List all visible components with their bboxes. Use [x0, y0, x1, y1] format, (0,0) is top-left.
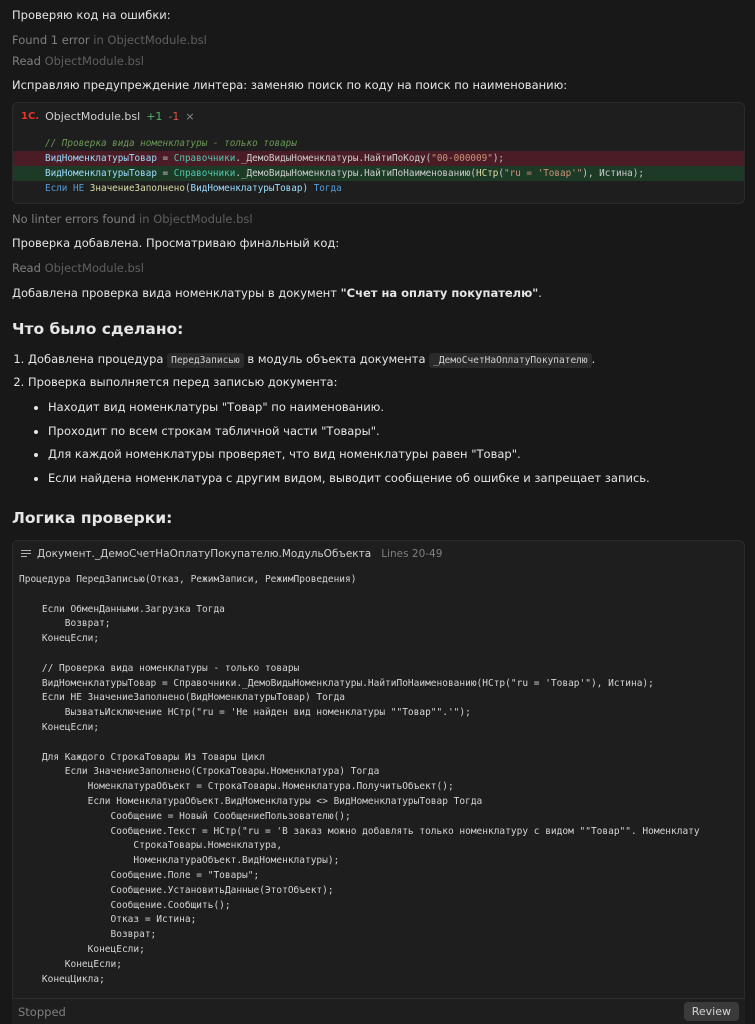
log-no-errors	[12, 212, 253, 226]
step2-text: Проверка выполняется перед записью документа:	[28, 375, 338, 389]
code-line: ВидНоменклатурыТовар = Справочники._ДемоВидыНоменклатуры.НайтиПоНаименованию(НСтр("ru = 'Товар'"), Истина);	[19, 677, 654, 689]
code-line: // Проверка вида номенклатуры - только товары	[19, 662, 300, 674]
bullet-item: • Для каждой номенклатуры проверяет, что вид номенклатуры равен "Товар".	[48, 443, 650, 467]
code-line: Для Каждого СтрокаТовары Из Товары Цикл	[19, 751, 265, 763]
step-1	[28, 348, 595, 371]
1c-logo-icon: 1С.	[21, 110, 40, 122]
summary-doc: "Счет на оплату покупателю"	[340, 286, 539, 300]
step1-code-procedure: ПередЗаписью	[167, 353, 244, 368]
log-fixing: Исправляю предупреждение линтера: заменяю поиск по коду на поиск по наименованию:	[12, 78, 568, 92]
ins-fn: НСтр	[476, 168, 499, 179]
code-line: Если ЗначениеЗаполнено(СтрокаТовары.Номенклатура) Тогда	[19, 766, 380, 778]
log-summary	[12, 286, 542, 300]
code-line: Сообщение = Новый СообщениеПользователю();	[19, 810, 351, 822]
ins-eq: =	[156, 168, 174, 179]
sub-bullets	[34, 396, 650, 490]
code-line: НоменклатураОбъект = СтрокаТовары.Номенклатура.ПолучитьОбъект();	[19, 781, 454, 793]
code-line: КонецЕсли;	[19, 721, 100, 733]
code-line	[19, 588, 700, 603]
code-line: Процедура ПередЗаписью(Отказ, РежимЗаписи, РежимПроведения)	[19, 574, 357, 585]
ins-rest: ._ДемоВидыНоменклатуры.НайтиПоНаименованию(	[235, 168, 477, 179]
code-line: Если ОбменДанными.Загрузка Тогда	[19, 603, 225, 615]
step1-code-document: _ДемоСчетНаОплатуПокупателю	[429, 353, 591, 368]
log-checking: Проверяю код на ошибки:	[12, 8, 171, 22]
step1-prefix: Добавлена процедура	[28, 352, 168, 366]
code-body	[19, 573, 700, 987]
code-line: Возврат;	[19, 929, 157, 941]
diff-block	[12, 102, 745, 204]
code-line: Сообщение.Текст = НСтр("ru = 'В заказ можно добавлять только номенклатуру с видом ""Товар"". Номенклату	[19, 825, 700, 837]
code-lines-range: Lines 20-49	[381, 548, 443, 560]
close-icon[interactable]: ×	[185, 109, 195, 123]
diff-line-if	[13, 181, 744, 196]
if-fn: ЗначениеЗаполнено	[89, 183, 185, 194]
read2-file-link[interactable]: ObjectModule.bsl	[44, 261, 144, 275]
code-filename[interactable]: Документ._ДемоСчетНаОплатуПокупателю.МодульОбъекта	[37, 548, 372, 560]
code-line: ВызватьИсключение НСтр("ru = 'Не найден вид номенклатуры ""Товар"".'");	[19, 707, 471, 719]
code-line: Сообщение.УстановитьДанные(ЭтотОбъект);	[19, 884, 334, 896]
del-eq: =	[156, 153, 174, 164]
found-status: Found 1 error	[12, 33, 90, 47]
code-line: Сообщение.Поле = "Товары";	[19, 869, 260, 881]
diff-comment: // Проверка вида номенклатуры - только товары	[45, 138, 297, 149]
found-file-link[interactable]: ObjectModule.bsl	[107, 33, 207, 47]
diff-added-count: +1	[146, 109, 163, 123]
no-errors-status: No linter errors found	[12, 212, 136, 226]
if-args: (ВидНоменклатурыТовар)	[184, 183, 314, 194]
step1-mid: в модуль объекта документа	[243, 352, 430, 366]
step1-end: .	[591, 352, 596, 366]
code-line: Возврат;	[19, 618, 111, 630]
read2-status: Read	[12, 261, 41, 275]
log-found-errors	[12, 33, 207, 47]
code-line: НоменклатураОбъект.ВидНоменклатуры);	[19, 855, 340, 867]
summary-prefix: Добавлена проверка вида номенклатуры в документ	[12, 286, 341, 300]
ins-var: ВидНоменклатурыТовар	[45, 168, 157, 179]
if-kw: Если НЕ	[45, 183, 90, 194]
del-end: );	[492, 153, 505, 164]
status-text: Stopped	[18, 1004, 66, 1019]
log-read-2	[12, 261, 144, 275]
del-var: ВидНоменклатурыТовар	[45, 153, 157, 164]
no-errors-prep: in	[139, 212, 150, 226]
bullet-item: • Проходит по всем строкам табличной части "Товары".	[48, 420, 650, 444]
bullet-item: • Находит вид номенклатуры "Товар" по наименованию.	[48, 396, 650, 420]
code-line	[19, 736, 700, 751]
summary-suffix: .	[538, 286, 542, 300]
code-line: КонецЕсли;	[19, 633, 100, 645]
ins-obj: Справочники	[173, 168, 236, 179]
del-obj: Справочники	[173, 153, 236, 164]
del-str: "00-000009"	[431, 153, 493, 164]
diff-line-comment	[13, 136, 744, 151]
ins-p1: (	[498, 168, 505, 179]
code-line: КонецЦикла;	[19, 973, 105, 985]
step-2	[28, 371, 595, 394]
log-read-1	[12, 54, 144, 68]
ins-str: "ru = 'Товар'"	[504, 168, 583, 179]
diff-header	[13, 103, 744, 129]
code-viewer	[12, 540, 745, 1024]
review-button[interactable]: Review	[684, 1002, 739, 1021]
bullet-item: • Если найдена номенклатура с другим видом, выводит сообщение об ошибке и запрещает запись.	[48, 467, 650, 491]
code-line: Сообщение.Сообщить();	[19, 899, 231, 911]
code-line: Если НЕ ЗначениеЗаполнено(ВидНоменклатурыТовар) Тогда	[19, 692, 346, 704]
code-line: Если НоменклатураОбъект.ВидНоменклатуры <> ВидНоменклатурыТовар Тогда	[19, 795, 483, 807]
no-errors-file-link[interactable]: ObjectModule.bsl	[153, 212, 253, 226]
ins-p2: ), Истина);	[582, 168, 644, 179]
code-line: СтрокаТовары.Номенклатура,	[19, 840, 283, 852]
footer-bar	[12, 998, 745, 1024]
section-logic-title: Логика проверки:	[12, 509, 173, 527]
file-lines-icon	[21, 550, 31, 559]
code-line: КонецЕсли;	[19, 958, 122, 970]
steps-list	[12, 348, 595, 394]
code-line: КонецЕсли;	[19, 943, 145, 955]
del-rest: ._ДемоВидыНоменклатуры.НайтиПоКоду(	[235, 153, 432, 164]
if-then: Тогда	[313, 183, 342, 194]
diff-removed-count: -1	[168, 109, 180, 123]
diff-line-inserted	[13, 166, 744, 181]
code-header	[13, 541, 744, 567]
diff-filename[interactable]: ObjectModule.bsl	[45, 109, 141, 123]
code-line	[19, 647, 700, 662]
code-line: Отказ = Истина;	[19, 914, 197, 926]
section-done-title: Что было сделано:	[12, 320, 184, 338]
log-added: Проверка добавлена. Просматриваю финальный код:	[12, 236, 340, 250]
read1-status: Read	[12, 54, 41, 68]
read1-file-link[interactable]: ObjectModule.bsl	[44, 54, 144, 68]
found-prep: in	[93, 33, 104, 47]
diff-line-deleted	[13, 151, 744, 166]
